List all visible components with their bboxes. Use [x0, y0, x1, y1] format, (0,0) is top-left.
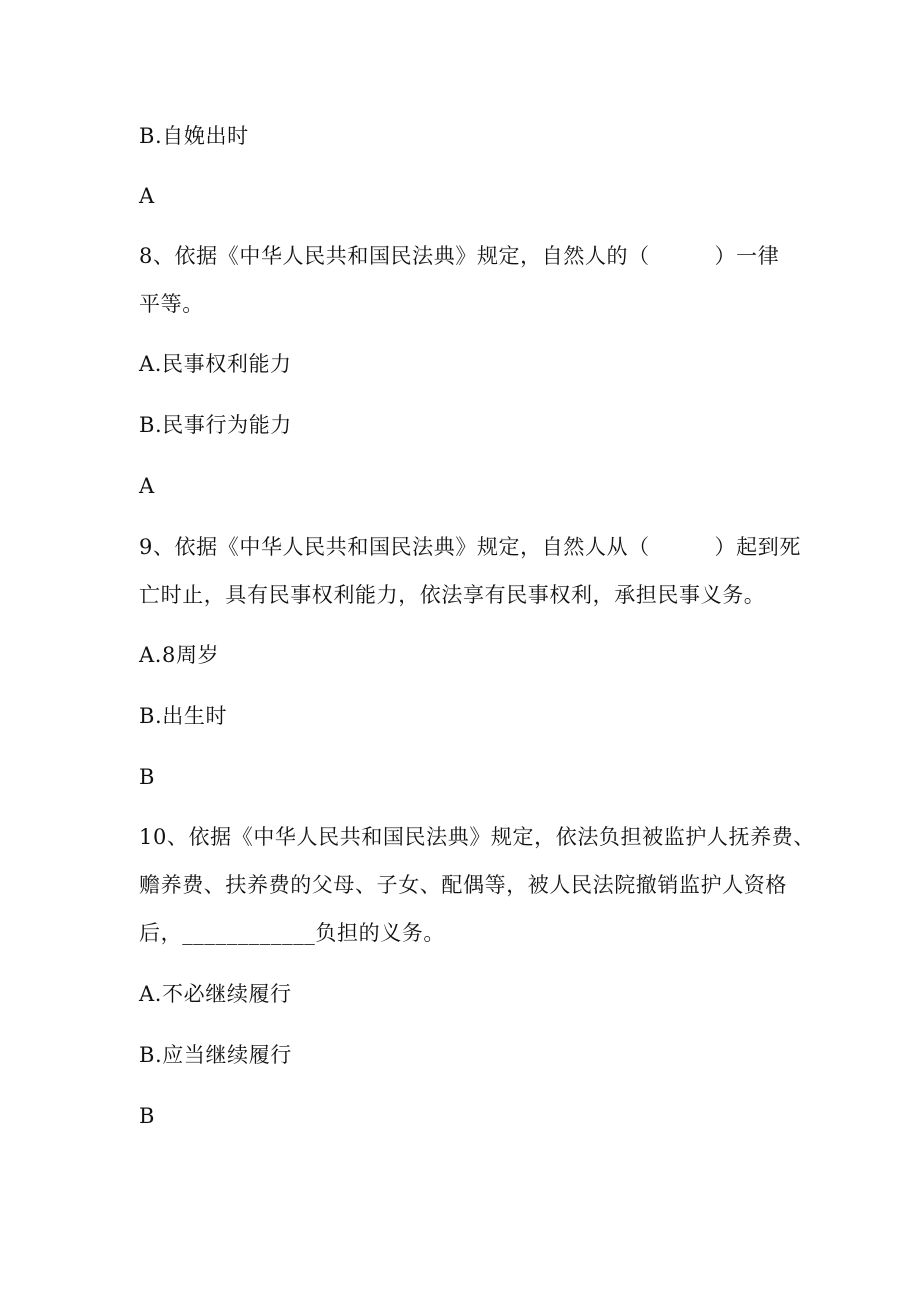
answer-q10: B	[139, 1104, 156, 1128]
answer-q9: B	[139, 765, 156, 789]
question-8-line-1: 8、依据《中华人民共和国民法典》规定，自然人的（ ）一律	[139, 244, 780, 268]
option-b-q10: B.应当继续履行	[139, 1043, 292, 1067]
question-10-line-1: 10、依据《中华人民共和国民法典》规定，依法负担被监护人抚养费、	[139, 825, 815, 849]
question-9-line-1: 9、依据《中华人民共和国民法典》规定，自然人从（ ）起到死	[139, 535, 801, 559]
question-9-line-2: 亡时止，具有民事权利能力，依法享有民事权利，承担民事义务。	[139, 583, 766, 607]
question-10-line-3: 后，____________负担的义务。	[139, 921, 445, 945]
question-8-line-2: 平等。	[139, 292, 204, 316]
option-b-q7: B.自娩出时	[139, 124, 249, 148]
option-b-q8: B.民事行为能力	[139, 413, 292, 437]
answer-q8: A	[139, 474, 155, 498]
option-a-q10: A.不必继续履行	[139, 982, 292, 1006]
answer-q7: A	[139, 184, 155, 208]
option-b-q9: B.出生时	[139, 704, 228, 728]
option-a-q9: A.8周岁	[139, 643, 220, 667]
option-a-q8: A.民事权利能力	[139, 352, 292, 376]
question-10-line-2: 赡养费、扶养费的父母、子女、配偶等，被人民法院撤销监护人资格	[139, 873, 787, 897]
